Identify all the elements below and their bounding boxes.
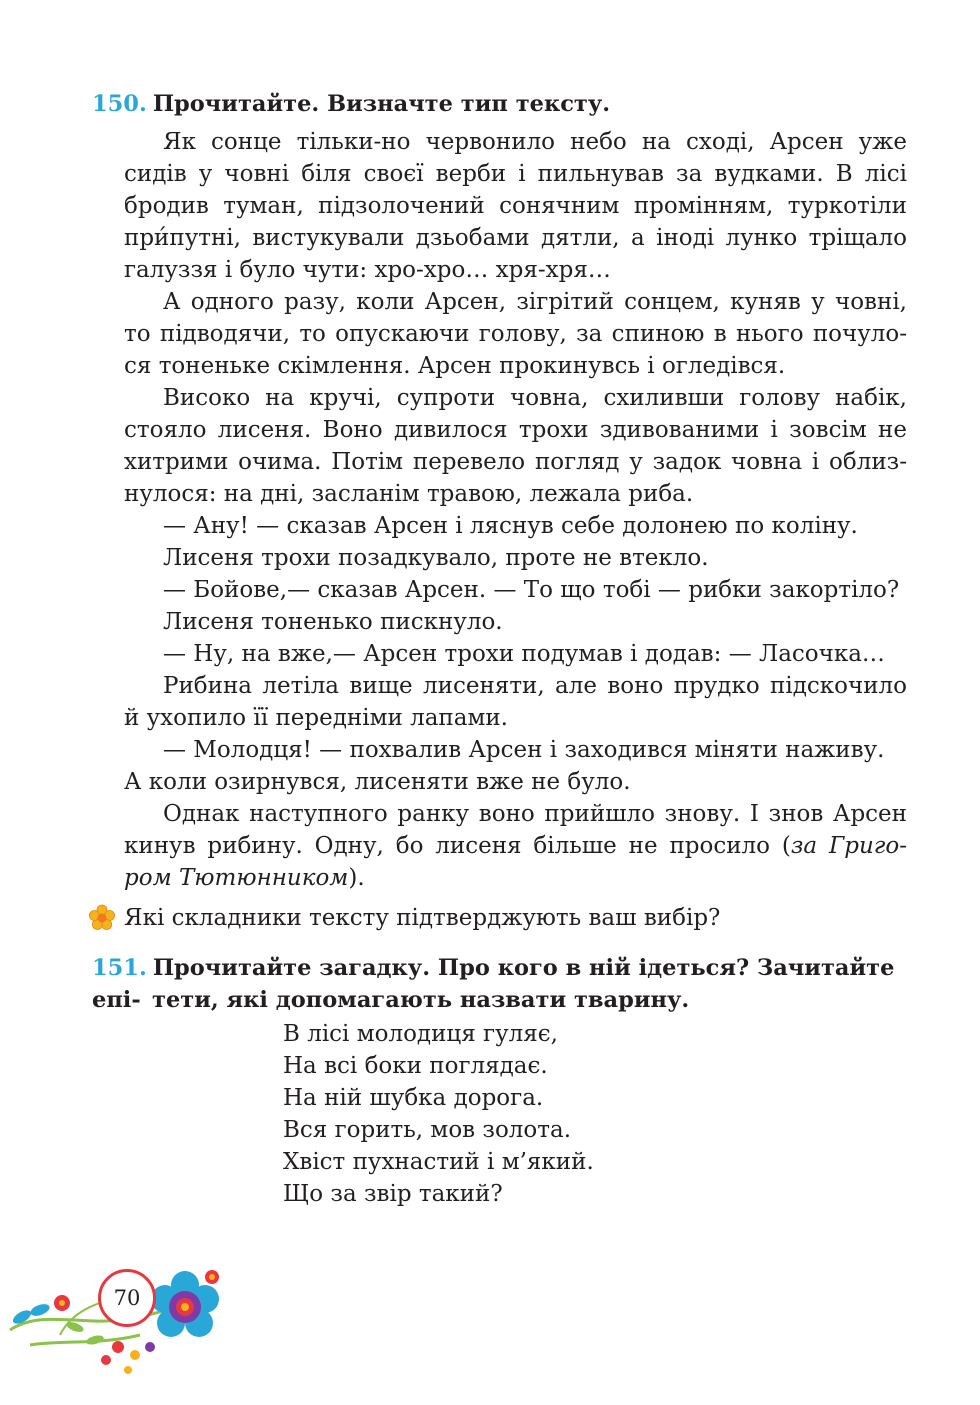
text-line: Рибина летіла вище лисеняти, але воно прудко підскочило	[163, 673, 907, 699]
poem-line: Хвіст пухнастий і м’який.	[283, 1149, 594, 1175]
page-number: 70	[98, 1269, 156, 1327]
text-segment: ).	[348, 865, 365, 891]
exercise-number: 150.	[92, 91, 147, 117]
text-line: галуззя і було чути: хро-хро… хря-хря…	[124, 257, 611, 283]
text-line: А коли озирнувся, лисеняти вже не було.	[124, 769, 631, 795]
text-line: при́путні, вистукували дзьобами дятли, а іноді лунко тріщало	[124, 225, 907, 251]
dialogue-line: — Молодця! — похвалив Арсен і заходився міняти наживу.	[163, 737, 885, 763]
poem-line: На всі боки поглядає.	[283, 1053, 548, 1079]
text-line: ся тоненьке скімлення. Арсен прокинувсь і огледівся.	[124, 353, 786, 379]
exercise-number: 151.	[92, 955, 147, 981]
text-line: Лисеня трохи позадкувало, проте не втекло.	[163, 545, 709, 571]
poem-line: Що за звір такий?	[283, 1181, 503, 1207]
exercise-instruction: Прочитайте загадку. Про кого в ній ідеться? Зачитайте епі-	[92, 955, 895, 1013]
text-line: нулося: на дні, засланім травою, лежала риба.	[124, 481, 694, 507]
poem-line: Вся горить, мов золота.	[283, 1117, 572, 1143]
dialogue-line: — Ану! — сказав Арсен і ляснув себе долонею по коліну.	[163, 513, 858, 539]
source-author: за Григо-	[790, 833, 907, 859]
exercise-instruction: Прочитайте. Визначте тип тексту.	[152, 91, 611, 117]
text-line: Однак наступного ранку воно прийшло знову. І знов Арсен	[163, 801, 907, 827]
poem-line: На ній шубка дорога.	[283, 1085, 544, 1111]
text-line: Лисеня тоненько пискнуло.	[163, 609, 503, 635]
text-line: Як сонце тільки-но червонило небо на сході, Арсен уже	[163, 129, 907, 155]
text-line: й ухопило її передніми лапами.	[124, 705, 508, 731]
source-line	[124, 862, 365, 894]
question-text: Які складники тексту підтверджують ваш вибір?	[124, 905, 721, 931]
text-line: Високо на кручі, супроти човна, схиливши голову набік,	[163, 385, 907, 411]
text-line: то підводячи, то опускаючи голову, за спиною в нього почуло-	[124, 321, 907, 347]
text-line: хитрими очима. Потім перевело погляд у задок човна і облиз-	[124, 449, 907, 475]
text-segment: кинув рибину. Одну, бо лисеня більше не просило (	[124, 833, 791, 859]
dialogue-line: — Бойове,— сказав Арсен. — То що тобі — рибки закортіло?	[163, 577, 900, 603]
text-line: стояло лисеня. Воно дивилося трохи здивованими і зовсім не	[124, 417, 907, 443]
text-line: сидів у човні біля своєї верби і пильнував за вудками. В лісі	[124, 161, 907, 187]
text-line: бродив туман, підзолочений сонячним промінням, туркотіли	[124, 193, 907, 219]
dialogue-line: — Ну, на вже,— Арсен трохи подумав і додав: — Ласочка…	[163, 641, 885, 667]
source-author: ром Тютюнником	[124, 865, 349, 891]
exercise-150-heading	[92, 88, 610, 120]
exercise-instruction-continued: тети, які допомагають назвати тварину.	[152, 987, 690, 1013]
text-line: А одного разу, коли Арсен, зігрітий сонцем, куняв у човні,	[163, 289, 907, 315]
text-line-with-source	[124, 830, 907, 862]
flower-icon	[88, 904, 116, 932]
poem-line: В лісі молодиця гуляє,	[283, 1021, 558, 1047]
